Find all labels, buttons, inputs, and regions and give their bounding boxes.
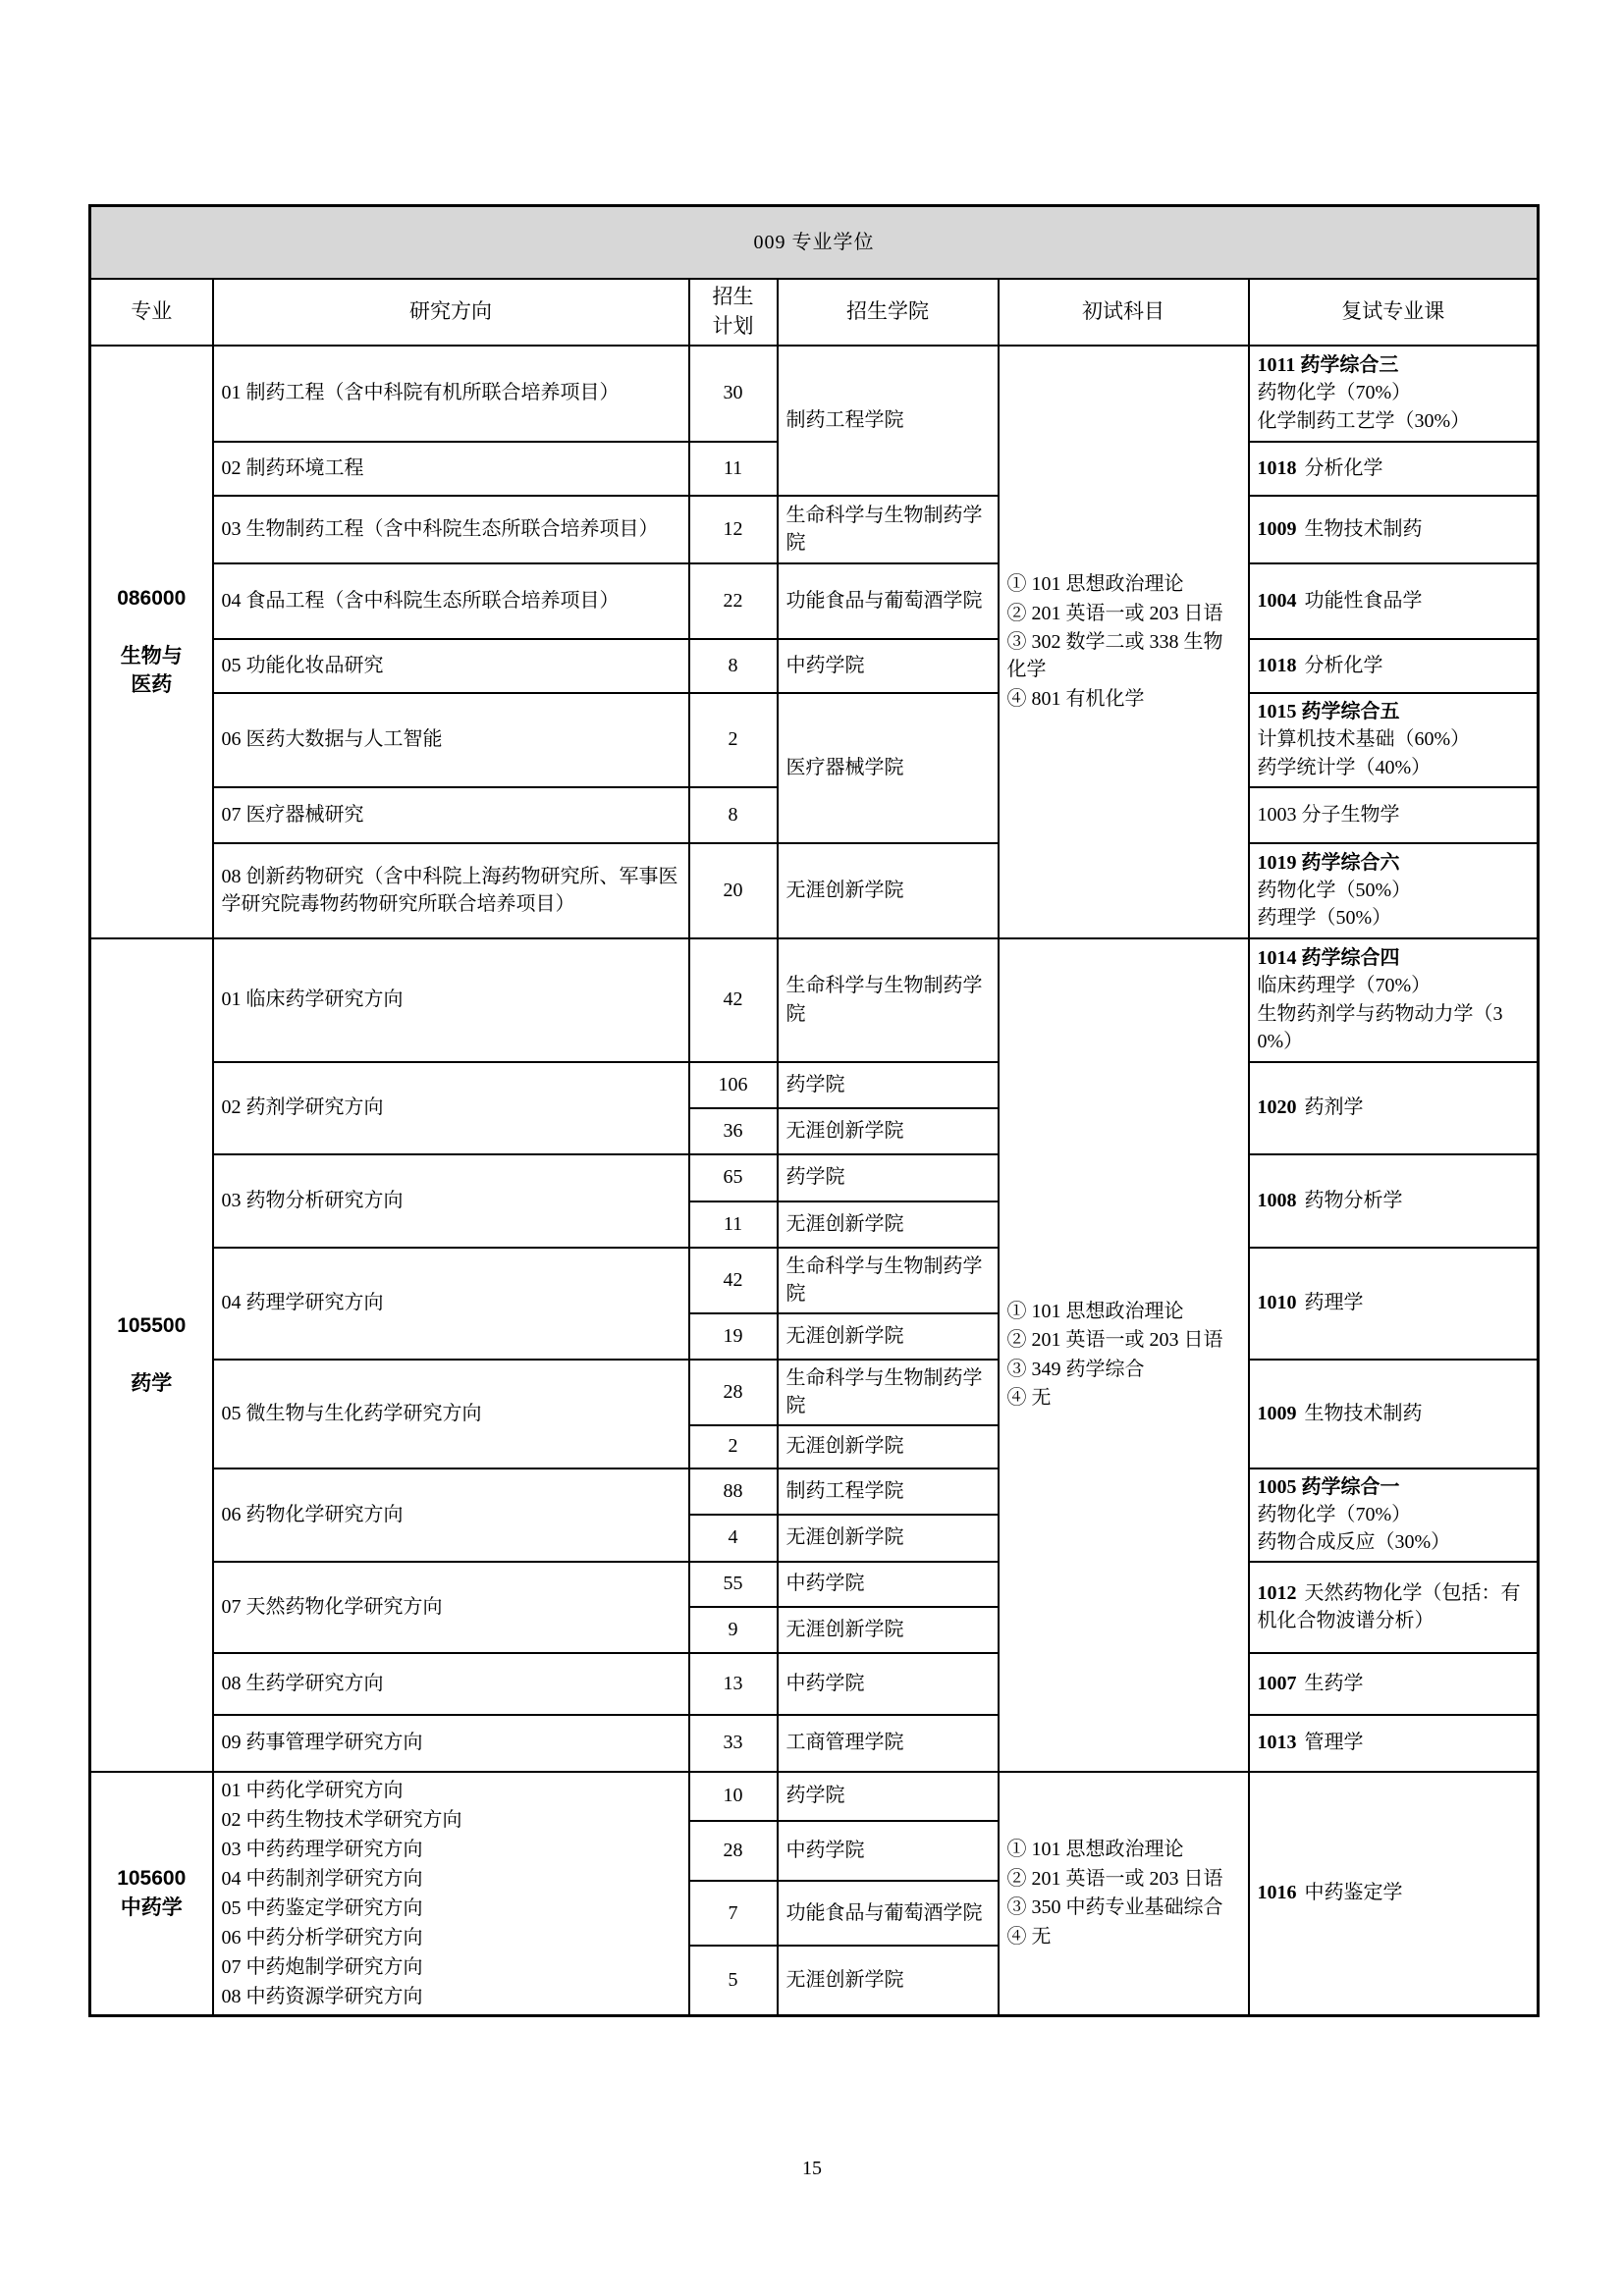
college-cell: 制药工程学院 [778,1468,999,1515]
college-cell: 生命科学与生物制药学院 [778,1248,999,1313]
plan-cell: 65 [689,1154,778,1201]
direction-cell: 04 食品工程（含中科院生态所联合培养项目） [213,563,689,639]
major-cell [90,938,213,1772]
table-row [90,1653,1539,1715]
retest-cell: 1013 管理学 [1249,1715,1539,1772]
plan-cell: 8 [689,787,778,843]
college-cell: 无涯创新学院 [778,843,999,938]
table-row [90,843,1539,938]
plan-cell: 28 [689,1821,778,1881]
direction-cell: 09 药事管理学研究方向 [213,1715,689,1772]
table-title: 009 专业学位 [90,206,1539,280]
retest-cell: 1011 药学综合三 药物化学（70%） 化学制药工艺学（30%） [1249,346,1539,442]
plan-cell: 2 [689,693,778,787]
col-header-direction: 研究方向 [213,279,689,346]
direction-cell: 03 药物分析研究方向 [213,1154,689,1248]
college-cell: 中药学院 [778,1562,999,1607]
major-name: 生物与医药 [120,645,183,696]
retest-cell: 1008 药物分析学 [1249,1154,1539,1248]
plan-cell: 106 [689,1062,778,1108]
plan-cell: 36 [689,1108,778,1154]
direction-cell: 07 医疗器械研究 [213,787,689,843]
retest-cell: 1005 药学综合一 药物化学（70%） 药物合成反应（30%） [1249,1468,1539,1562]
plan-cell: 28 [689,1360,778,1425]
col-header-college: 招生学院 [778,279,999,346]
table-row [90,693,1539,787]
plan-cell: 8 [689,639,778,693]
table-row [90,639,1539,693]
admissions-table [88,204,1540,2017]
retest-cell: 1010 药理学 [1249,1248,1539,1360]
table-row [90,496,1539,563]
major-cell [90,1772,213,2016]
direction-cell: 05 微生物与生化药学研究方向 [213,1360,689,1468]
retest-cell: 1003 分子生物学 [1249,787,1539,843]
direction-cell: 07 天然药物化学研究方向 [213,1562,689,1653]
plan-cell: 11 [689,442,778,496]
retest-cell: 1018 分析化学 [1249,639,1539,693]
college-cell: 药学院 [778,1154,999,1201]
table-row [90,563,1539,639]
plan-cell: 9 [689,1607,778,1653]
direction-cell: 04 药理学研究方向 [213,1248,689,1360]
plan-cell: 33 [689,1715,778,1772]
exam-subjects-cell: ① 101 思想政治理论 ② 201 英语一或 203 日语 ③ 350 中药专业基础综合 ④ 无 [999,1772,1249,2016]
college-cell: 无涯创新学院 [778,1313,999,1360]
retest-cell: 1009 生物技术制药 [1249,496,1539,563]
major-code: 105500 [117,1314,187,1338]
college-cell: 无涯创新学院 [778,1515,999,1562]
col-header-exam: 初试科目 [999,279,1249,346]
plan-cell: 19 [689,1313,778,1360]
direction-cell: 01 制药工程（含中科院有机所联合培养项目） [213,346,689,442]
major-name: 中药学 [120,1896,183,1920]
college-cell: 药学院 [778,1062,999,1108]
college-cell: 功能食品与葡萄酒学院 [778,1881,999,1946]
plan-cell: 13 [689,1653,778,1715]
retest-cell: 1016 中药鉴定学 [1249,1772,1539,2016]
plan-cell: 20 [689,843,778,938]
college-cell: 生命科学与生物制药学院 [778,1360,999,1425]
major-code: 086000 [117,587,187,611]
table-row [90,1562,1539,1607]
retest-cell: 1015 药学综合五 计算机技术基础（60%） 药学统计学（40%） [1249,693,1539,787]
table-row [90,1715,1539,1772]
direction-cell: 08 创新药物研究（含中科院上海药物研究所、军事医学研究院毒物药物研究所联合培养项目） [213,843,689,938]
table-row [90,938,1539,1062]
plan-cell: 5 [689,1946,778,2015]
college-cell: 生命科学与生物制药学院 [778,938,999,1062]
plan-cell: 22 [689,563,778,639]
college-cell: 工商管理学院 [778,1715,999,1772]
retest-cell: 1012 天然药物化学（包括：有机化合物波谱分析） [1249,1562,1539,1653]
table-row [90,1468,1539,1515]
table-row [90,1772,1539,1821]
table-title-row [90,206,1539,280]
direction-cell: 03 生物制药工程（含中科院生态所联合培养项目） [213,496,689,563]
direction-cell: 02 制药环境工程 [213,442,689,496]
college-cell: 中药学院 [778,1653,999,1715]
retest-cell: 1020 药剂学 [1249,1062,1539,1154]
table-row [90,1248,1539,1313]
college-cell: 中药学院 [778,639,999,693]
college-cell: 无涯创新学院 [778,1108,999,1154]
col-header-plan: 招生计划 [689,279,778,346]
plan-cell: 2 [689,1425,778,1468]
retest-cell: 1004 功能性食品学 [1249,563,1539,639]
exam-subjects-cell: ① 101 思想政治理论 ② 201 英语一或 203 日语 ③ 349 药学综合 ④ 无 [999,938,1249,1772]
direction-cell: 01 临床药学研究方向 [213,938,689,1062]
direction-cell: 02 药剂学研究方向 [213,1062,689,1154]
college-cell: 无涯创新学院 [778,1201,999,1248]
retest-cell: 1018 分析化学 [1249,442,1539,496]
retest-cell: 1007 生药学 [1249,1653,1539,1715]
direction-list-cell: 01 中药化学研究方向 02 中药生物技术学研究方向 03 中药药理学研究方向 04 中药制剂学研究方向 05 中药鉴定学研究方向 06 中药分析学研究方向 07 中药炮制学研究方向 08 中药资源学研究方向 [213,1772,689,2016]
direction-cell: 08 生药学研究方向 [213,1653,689,1715]
major-name: 药学 [131,1371,173,1395]
plan-cell: 7 [689,1881,778,1946]
plan-cell: 11 [689,1201,778,1248]
exam-subjects-cell: ① 101 思想政治理论 ② 201 英语一或 203 日语 ③ 302 数学二或 338 生物化学 ④ 801 有机化学 [999,346,1249,938]
table-row [90,346,1539,442]
plan-cell: 30 [689,346,778,442]
col-header-retest: 复试专业课 [1249,279,1539,346]
plan-cell: 12 [689,496,778,563]
direction-cell: 06 医药大数据与人工智能 [213,693,689,787]
college-cell: 中药学院 [778,1821,999,1881]
college-cell: 无涯创新学院 [778,1607,999,1653]
retest-cell: 1019 药学综合六 药物化学（50%） 药理学（50%） [1249,843,1539,938]
college-cell: 无涯创新学院 [778,1946,999,2015]
college-cell: 药学院 [778,1772,999,1821]
plan-cell: 88 [689,1468,778,1515]
retest-cell: 1014 药学综合四 临床药理学（70%） 生物药剂学与药物动力学（30%） [1249,938,1539,1062]
major-code: 105600 [117,1866,187,1890]
college-cell: 医疗器械学院 [778,693,999,843]
plan-cell: 42 [689,938,778,1062]
retest-cell: 1009 生物技术制药 [1249,1360,1539,1468]
table-row [90,1154,1539,1201]
plan-cell: 10 [689,1772,778,1821]
page-number: 15 [802,2158,822,2179]
direction-cell: 06 药物化学研究方向 [213,1468,689,1562]
plan-cell: 55 [689,1562,778,1607]
direction-cell: 05 功能化妆品研究 [213,639,689,693]
college-cell: 生命科学与生物制药学院 [778,496,999,563]
college-cell: 制药工程学院 [778,346,999,496]
table-row [90,1360,1539,1425]
plan-cell: 42 [689,1248,778,1313]
column-header-row [90,279,1539,346]
college-cell: 功能食品与葡萄酒学院 [778,563,999,639]
college-cell: 无涯创新学院 [778,1425,999,1468]
col-header-major: 专业 [90,279,213,346]
table-row [90,1062,1539,1108]
plan-cell: 4 [689,1515,778,1562]
major-cell [90,346,213,938]
